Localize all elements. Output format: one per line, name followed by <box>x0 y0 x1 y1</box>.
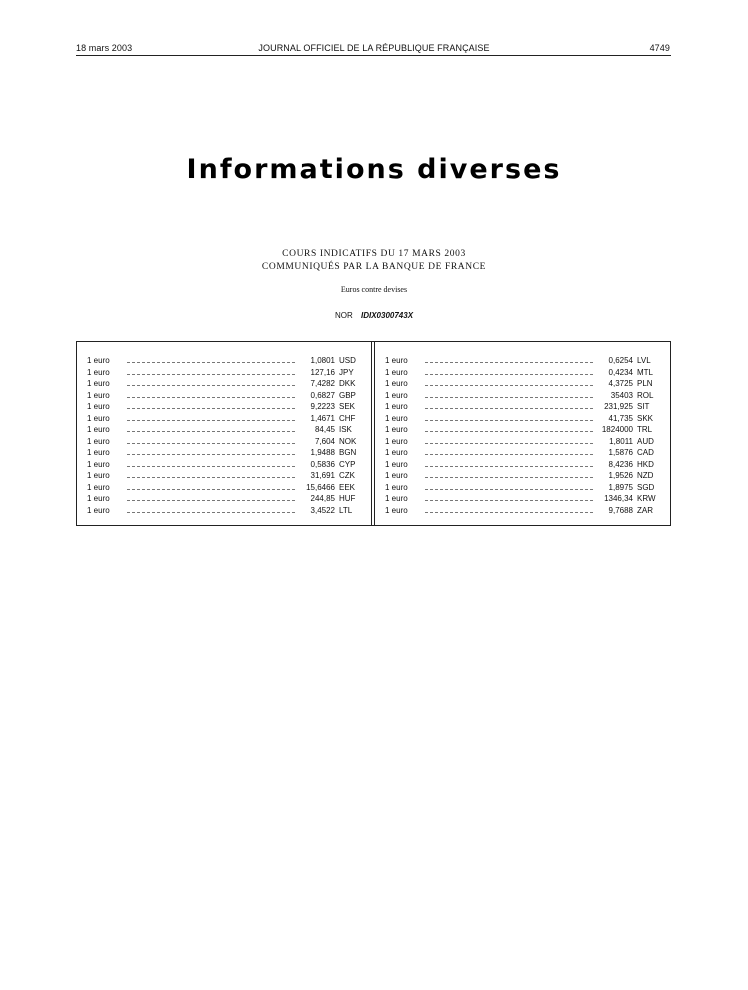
rate-row <box>385 493 663 505</box>
leader-dots <box>425 512 593 513</box>
rate-row <box>87 505 365 517</box>
rate-row <box>87 436 365 448</box>
rate-value: 1346,34 <box>604 494 633 503</box>
rate-row <box>385 447 663 459</box>
rate-unit: 1 euro <box>87 425 110 434</box>
rate-value: 0,5836 <box>310 459 335 469</box>
rate-value: 9,7688 <box>608 505 633 515</box>
leader-dots <box>425 500 593 501</box>
rate-value: 0,6254 <box>608 356 633 365</box>
rate-row <box>385 367 663 379</box>
leader-dots <box>127 466 295 467</box>
rate-unit: 1 euro <box>385 471 408 480</box>
leader-dots <box>425 477 593 478</box>
rate-unit: 1 euro <box>87 402 110 411</box>
rate-unit: 1 euro <box>385 482 408 492</box>
currency-code: BGN <box>339 448 357 457</box>
rate-value: 7,4282 <box>310 379 335 388</box>
rate-value: 35403 <box>610 390 633 400</box>
rate-unit: 1 euro <box>385 448 408 457</box>
rate-value: 41,735 <box>608 413 633 423</box>
rate-row <box>87 413 365 425</box>
rate-unit: 1 euro <box>385 494 408 503</box>
rate-value: 1,9526 <box>608 471 633 480</box>
currency-code: SIT <box>637 402 650 411</box>
rate-unit: 1 euro <box>385 413 408 423</box>
rate-value: 7,604 <box>314 436 335 446</box>
currency-code: ZAR <box>637 505 653 515</box>
rate-row <box>87 447 365 459</box>
rate-value: 8,4236 <box>608 459 633 469</box>
rate-row <box>385 401 663 413</box>
currency-code: HUF <box>339 494 356 503</box>
currency-code: SKK <box>637 413 654 423</box>
leader-dots <box>127 397 295 398</box>
rate-unit: 1 euro <box>87 471 110 480</box>
rate-unit: 1 euro <box>87 494 110 503</box>
rate-value: 1,8011 <box>609 436 633 446</box>
currency-code: SGD <box>637 482 655 492</box>
rate-unit: 1 euro <box>87 482 110 492</box>
rate-unit: 1 euro <box>385 379 408 388</box>
rate-unit: 1 euro <box>87 356 110 365</box>
currency-code: AUD <box>637 436 654 446</box>
exchange-rate-table <box>76 341 671 526</box>
currency-code: DKK <box>339 379 356 388</box>
rate-unit: 1 euro <box>385 402 408 411</box>
rate-unit: 1 euro <box>87 390 110 400</box>
leader-dots <box>127 477 295 478</box>
rate-unit: 1 euro <box>87 367 110 377</box>
leader-dots <box>425 466 593 467</box>
rate-row <box>87 482 365 494</box>
rate-value: 31,691 <box>310 471 335 480</box>
rate-row <box>87 378 365 390</box>
rate-unit: 1 euro <box>87 448 110 457</box>
currency-code: CAD <box>637 448 654 457</box>
currency-code: SEK <box>339 402 356 411</box>
rate-row <box>385 505 663 517</box>
leader-dots <box>425 420 593 421</box>
rate-unit: 1 euro <box>87 436 110 446</box>
rate-unit: 1 euro <box>385 505 408 515</box>
currency-code: CYP <box>339 459 356 469</box>
currency-code: EEK <box>339 482 356 492</box>
rate-value: 0,4234 <box>608 367 633 377</box>
rate-row <box>87 390 365 402</box>
rate-unit: 1 euro <box>385 425 408 434</box>
leader-dots <box>127 489 295 490</box>
leader-dots <box>127 431 295 432</box>
rate-unit: 1 euro <box>87 413 110 423</box>
currency-code: LVL <box>637 356 651 365</box>
rate-value: 4,3725 <box>608 379 633 388</box>
rate-value: 84,45 <box>314 425 335 434</box>
leader-dots <box>425 431 593 432</box>
rate-row <box>385 459 663 471</box>
page-title: Informations diverses <box>186 154 562 185</box>
leader-dots <box>127 385 295 386</box>
column-divider <box>371 342 372 525</box>
rate-unit: 1 euro <box>385 390 408 400</box>
rate-row <box>87 470 365 482</box>
nor-reference <box>0 311 748 320</box>
rate-value: 3,4522 <box>310 505 335 515</box>
currency-code: KRW <box>637 494 656 503</box>
rate-row <box>87 401 365 413</box>
rate-unit: 1 euro <box>87 459 110 469</box>
rate-row <box>385 470 663 482</box>
rate-value: 231,925 <box>604 402 633 411</box>
leader-dots <box>425 489 593 490</box>
nor-label: NOR <box>334 311 353 320</box>
currency-code: NZD <box>637 471 654 480</box>
subtitle-line-2: COMMUNIQUÉS PAR LA BANQUE DE FRANCE <box>261 262 487 272</box>
currency-code: CZK <box>339 471 355 480</box>
rate-row <box>87 367 365 379</box>
rate-value: 9,2223 <box>310 402 335 411</box>
currency-code: ROL <box>637 390 654 400</box>
currency-code: MTL <box>637 367 653 377</box>
rate-value: 0,6827 <box>310 390 335 400</box>
leader-dots <box>425 408 593 409</box>
rate-value: 15,6466 <box>306 482 335 492</box>
rate-value: 1,5876 <box>608 448 633 457</box>
rate-value: 1,8975 <box>608 482 633 492</box>
rate-row <box>385 413 663 425</box>
rate-unit: 1 euro <box>87 379 110 388</box>
rate-row <box>87 493 365 505</box>
currency-code: PLN <box>637 379 653 388</box>
rate-value: 1,0801 <box>310 356 335 365</box>
rate-unit: 1 euro <box>385 367 408 377</box>
leader-dots <box>127 362 295 363</box>
rate-row <box>87 459 365 471</box>
journal-title: JOURNAL OFFICIEL DE LA RÉPUBLIQUE FRANÇAISE <box>258 43 490 53</box>
rate-unit: 1 euro <box>87 505 110 515</box>
leader-dots <box>425 397 593 398</box>
rate-row <box>385 355 663 367</box>
subtitle-line-1: COURS INDICATIFS DU 17 MARS 2003 <box>282 249 466 259</box>
rate-value: 1,9488 <box>310 448 335 457</box>
currency-code: LTL <box>339 505 353 515</box>
rate-unit: 1 euro <box>385 436 408 446</box>
column-divider <box>374 342 375 525</box>
leader-dots <box>127 408 295 409</box>
leader-dots <box>127 420 295 421</box>
leader-dots <box>425 374 593 375</box>
rates-left-column <box>87 355 365 516</box>
rate-row <box>385 436 663 448</box>
rate-value: 1,4671 <box>310 413 335 423</box>
leader-dots <box>425 454 593 455</box>
header-rule <box>76 55 671 56</box>
rate-row <box>87 424 365 436</box>
leader-dots <box>425 385 593 386</box>
leader-dots <box>127 374 295 375</box>
subtitle-line-3: Euros contre devises <box>340 285 408 294</box>
leader-dots <box>127 454 295 455</box>
rate-row <box>385 378 663 390</box>
currency-code: NOK <box>339 436 357 446</box>
leader-dots <box>425 362 593 363</box>
leader-dots <box>127 443 295 444</box>
leader-dots <box>425 443 593 444</box>
rate-row <box>385 482 663 494</box>
page-number: 4749 <box>649 43 670 53</box>
rate-value: 127,16 <box>310 367 335 377</box>
rate-unit: 1 euro <box>385 459 408 469</box>
currency-code: USD <box>339 356 356 365</box>
leader-dots <box>127 500 295 501</box>
currency-code: JPY <box>339 367 354 377</box>
rate-value: 244,85 <box>310 494 335 503</box>
rate-row <box>87 355 365 367</box>
nor-code: IDIX0300743X <box>360 311 414 320</box>
header-date: 18 mars 2003 <box>76 43 133 53</box>
currency-code: TRL <box>637 425 653 434</box>
rate-value: 1824000 <box>601 425 633 434</box>
rate-row <box>385 424 663 436</box>
currency-code: HKD <box>637 459 654 469</box>
currency-code: GBP <box>339 390 356 400</box>
leader-dots <box>127 512 295 513</box>
rate-row <box>385 390 663 402</box>
rate-unit: 1 euro <box>385 356 408 365</box>
rates-right-column <box>385 355 663 516</box>
currency-code: CHF <box>339 413 356 423</box>
currency-code: ISK <box>339 425 352 434</box>
